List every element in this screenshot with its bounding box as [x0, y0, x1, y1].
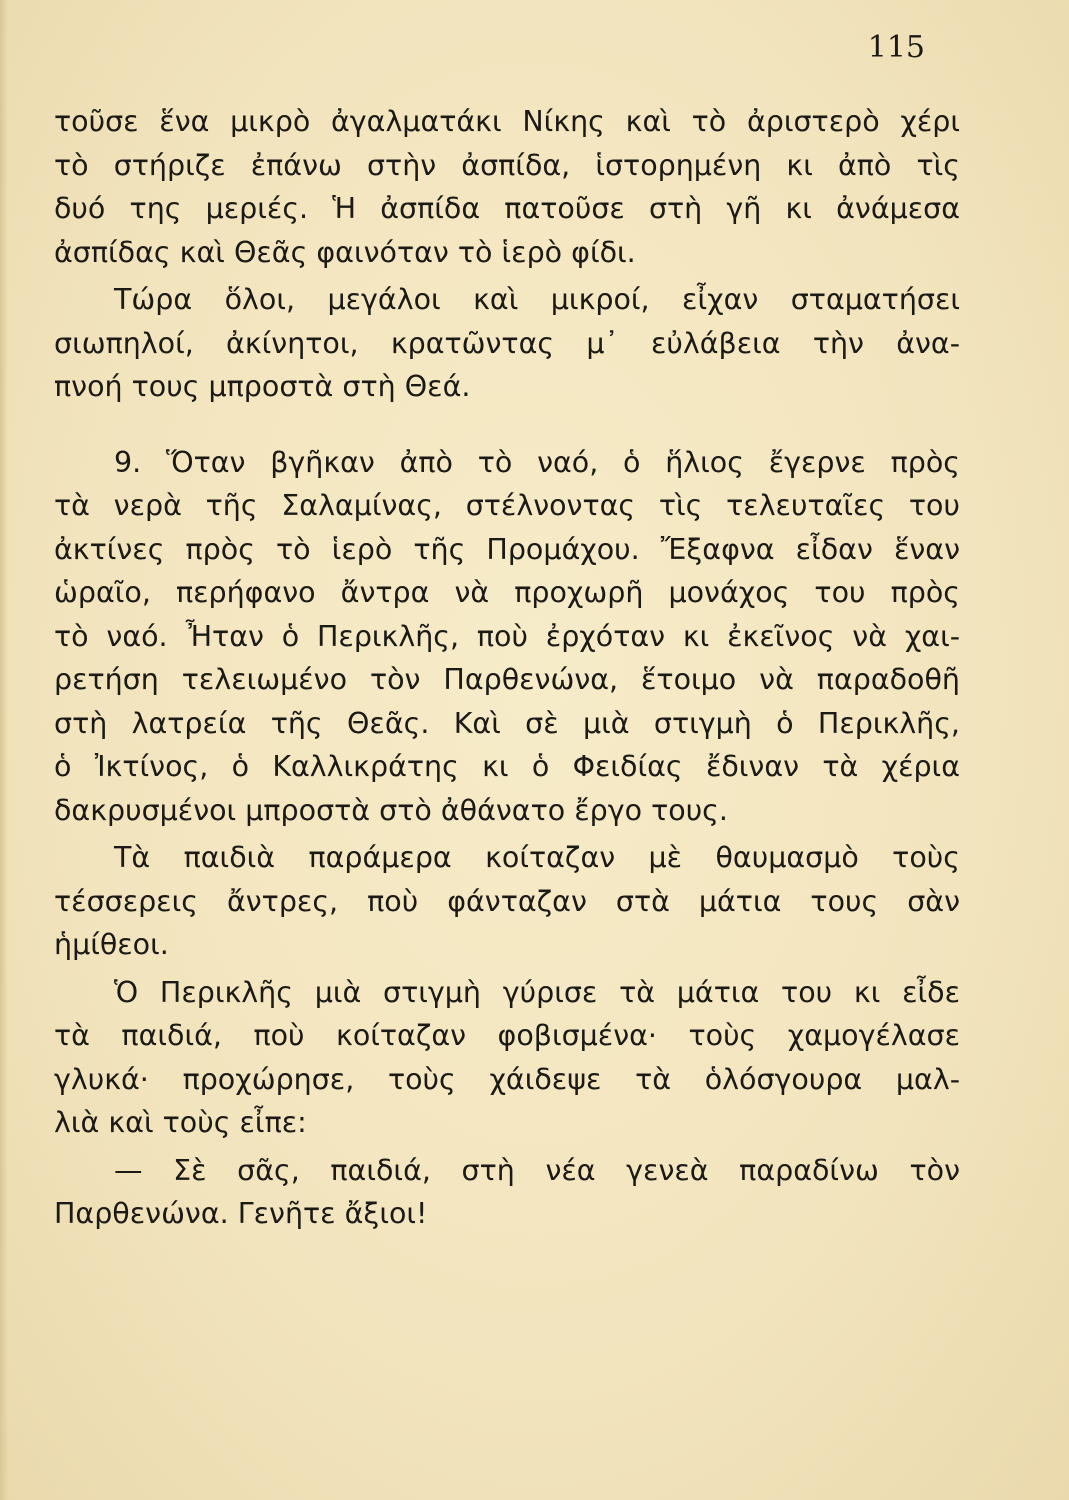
- text-line: ἀκτίνες πρὸς τὸ ἱερὸ τῆς Προμάχου. Ἔξαφνα εἶδαν ἕναν: [54, 532, 960, 566]
- text-line: ὁ Ἰκτίνος, ὁ Καλλικράτης κι ὁ Φειδίας ἔδιναν τὰ χέρια: [54, 750, 960, 783]
- text-line: πνοή τους μπροστὰ στὴ Θεά.: [54, 370, 471, 403]
- page-edge-shadow: [0, 0, 8, 1500]
- text-line: τὸ στήριζε ἐπάνω στὴν ἀσπίδα, ἱστορημένη κι ἀπὸ τὶς: [54, 148, 960, 182]
- text-line: ρετήση τελειωμένο τὸν Παρθενώνα, ἕτοιμο νὰ παραδοθῆ: [54, 663, 960, 696]
- text-line: τὰ παιδιά, ποὺ κοίταζαν φοβισμένα· τοὺς χαμογέλασε: [54, 1019, 960, 1052]
- paragraph-start: Ὁ Περικλῆς μιὰ στιγμὴ γύρισε τὰ μάτια του κι εἶδε: [114, 975, 960, 1009]
- text-line: ἡμίθεοι.: [54, 928, 169, 961]
- text-line: δυό της μεριές. Ἡ ἀσπίδα πατοῦσε στὴ γῆ κι ἀνάμεσα: [54, 192, 960, 225]
- text-line: Παρθενώνα. Γενῆτε ἄξιοι!: [54, 1197, 428, 1230]
- text-line: τὰ νερὰ τῆς Σαλαμίνας, στέλνοντας τὶς τελευταῖες του: [54, 489, 960, 522]
- text-line: τοῦσε ἕνα μικρὸ ἀγαλματάκι Νίκης καὶ τὸ ἀριστερὸ χέρι: [54, 105, 960, 138]
- text-line: σιωπηλοί, ἀκίνητοι, κρατῶντας μ᾿ εὐλάβεια τὴν ἀνα-: [54, 326, 960, 360]
- text-line: γλυκά· προχώρησε, τοὺς χάιδεψε τὰ ὁλόσγουρα μαλ-: [54, 1062, 960, 1096]
- body-text: [54, 100, 960, 1236]
- page-number: 115: [867, 30, 925, 65]
- paragraph-start: Τώρα ὅλοι, μεγάλοι καὶ μικροί, εἶχαν σταματήσει: [114, 283, 960, 316]
- section-9-start: 9. Ὅταν βγῆκαν ἀπὸ τὸ ναό, ὁ ἥλιος ἔγερνε πρὸς: [114, 445, 960, 479]
- text-line: ὡραῖο, περήφανο ἄντρα νὰ προχωρῆ μονάχος του πρὸς: [54, 576, 960, 609]
- paragraph-start: Τὰ παιδιὰ παράμερα κοίταζαν μὲ θαυμασμὸ τοὺς: [114, 841, 960, 874]
- dialogue-line: — Σὲ σᾶς, παιδιά, στὴ νέα γενεὰ παραδίνω τὸν: [114, 1153, 960, 1187]
- text-line: τὸ ναό. Ἦταν ὁ Περικλῆς, ποὺ ἐρχόταν κι ἐκεῖνος νὰ χαι-: [54, 619, 960, 653]
- text-line: στὴ λατρεία τῆς Θεᾶς. Καὶ σὲ μιὰ στιγμὴ ὁ Περικλῆς,: [54, 706, 960, 740]
- text-line: δακρυσμένοι μπροστὰ στὸ ἀθάνατο ἔργο τους.: [54, 793, 728, 827]
- text-line: λιὰ καὶ τοὺς εἶπε:: [54, 1106, 307, 1139]
- text-line: ἀσπίδας καὶ Θεᾶς φαινόταν τὸ ἱερὸ φίδι.: [54, 235, 636, 269]
- text-line: τέσσερεις ἄντρες, ποὺ φάνταζαν στὰ μάτια τους σὰν: [54, 884, 960, 918]
